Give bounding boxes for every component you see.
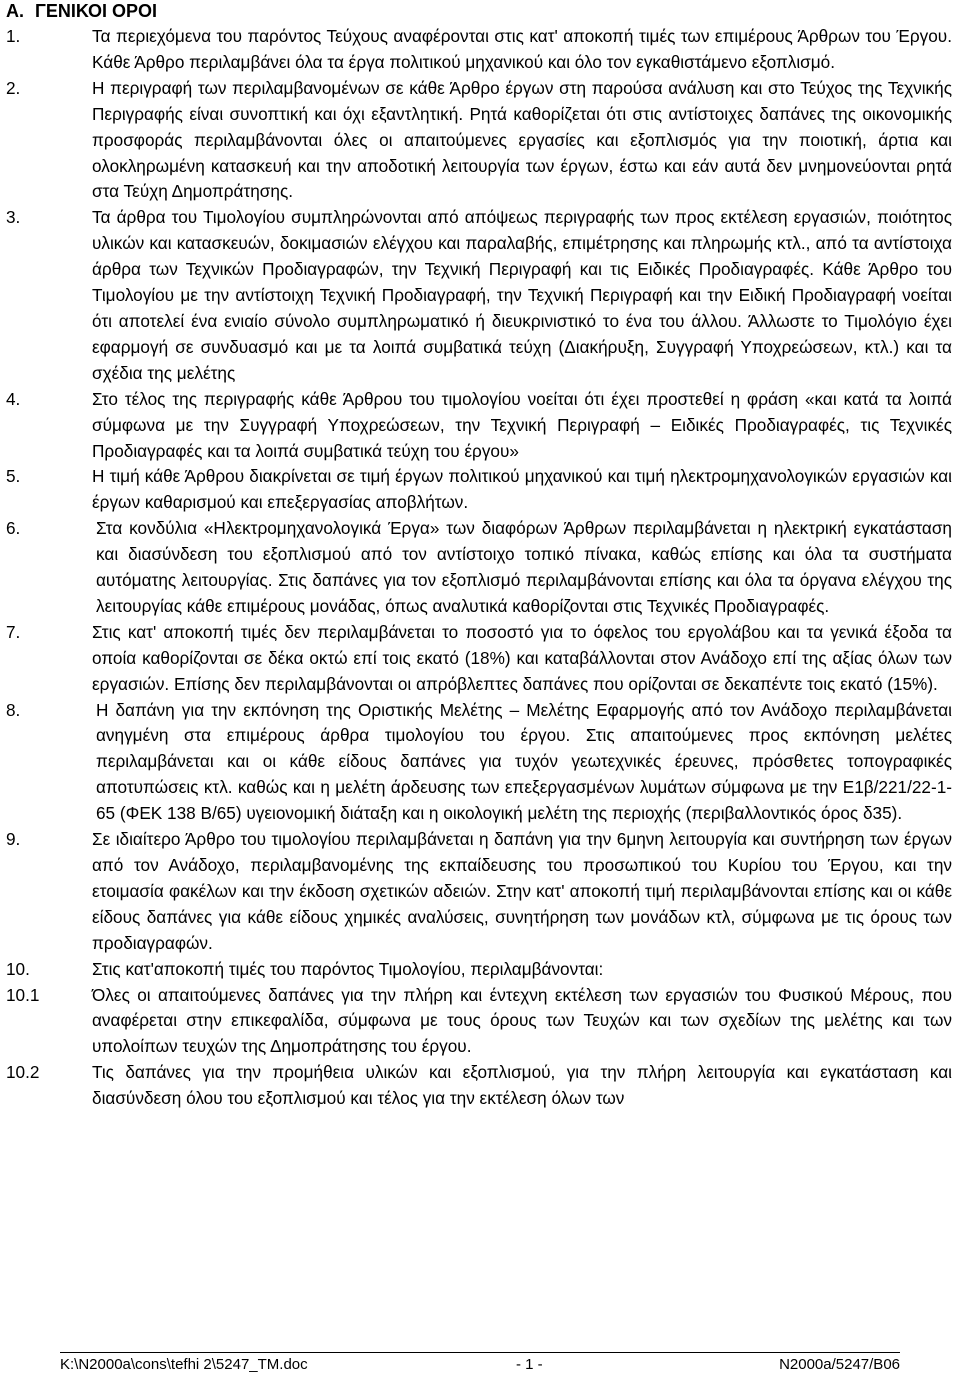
footer-page-number: - 1 - — [516, 1356, 543, 1373]
footer-file-path: K:\N2000a\cons\tefhi 2\5247_TM.doc — [60, 1356, 308, 1373]
list-item — [0, 1060, 960, 1112]
item-text: Η τιμή κάθε Άρθρου διακρίνεται σε τιμή έργων πολιτικού μηχανικού και τιμή ηλεκτρομηχανολογικών εργασιών και έργων καθαρισμού και επεξεργασίας αποβλήτων. — [92, 466, 952, 513]
item-number: 1. — [6, 26, 21, 46]
item-text: Στα κονδύλια «Ηλεκτρομηχανολογικά Έργα» των διαφόρων Άρθρων περιλαμβάνεται η ηλεκτρική εγκατάσταση και διασύνδεση του εξοπλισμού από τον αντίστοιχο τοπικό πίνακα, καθώς επίσης και όλα τα συστήματα αυτόματης λειτουργίας. Στις δαπάνες για τον εξοπλισμό περιλαμβάνονται επίσης και όλα τα όργανα ελέγχου της λειτουργίας κάθε επιμέρους μονάδας, όπως αναλυτικά καθορίζονται στις Τεχνικές Προδιαγραφές. — [96, 518, 952, 616]
list-item — [0, 205, 960, 386]
item-text: Σε ιδιαίτερο Άρθρο του τιμολογίου περιλαμβάνεται η δαπάνη για την 6μηνη λειτουργία και συντήρηση των έργων από τον Ανάδοχο, περιλαμβανομένης της εκπαίδευσης του προσωπικού του Κυρίου του Έργου, και την ετοιμασία φακέλων και την έκδοση σχετικών αδειών. Στην κατ' αποκοπή τιμή περιλαμβάνονται επίσης και οι κάθε είδους δαπάνες για κάθε είδους χημικές αναλύσεις, συνητήρηση των μονάδων κτλ, σύμφωνα με τις όρους των προδιαγραφών. — [92, 829, 952, 953]
item-number: 10.2 — [6, 1062, 40, 1083]
list-item — [0, 76, 960, 206]
item-number: 9. — [6, 829, 21, 850]
section-heading — [6, 0, 157, 22]
list-item — [0, 620, 960, 698]
item-number: 5. — [6, 466, 21, 487]
item-number: 4. — [6, 388, 21, 409]
item-text: Τις δαπάνες για την προμήθεια υλικών και εξοπλισμού, για την πλήρη λειτουργία και εγκατάσταση και διασύνδεση όλου του εξοπλισμού και τέλος για την εκτέλεση όλων των — [92, 1062, 952, 1109]
item-number: 6. — [6, 518, 21, 539]
item-text: Στις κατ'αποκοπή τιμές του παρόντος Τιμολογίου, περιλαμβάνονται: — [92, 958, 604, 979]
item-text: Στις κατ' αποκοπή τιμές δεν περιλαμβάνεται το ποσοστό για το όφελος του εργολάβου και τα γενικά έξοδα τα οποία καθορίζονται σε δέκα οκτώ επί τοις εκατό (18%) και καταβάλλονται στον Ανάδοχο επί της αξίας όλων των εργασιών. Επίσης δεν περιλαμβάνονται οι απρόβλεπτες δαπάνες που ορίζονται σε δεκαπέντε τοις εκατό (15%). — [92, 621, 952, 694]
list-item — [0, 827, 960, 957]
list-item — [0, 698, 960, 828]
list-item — [0, 464, 960, 516]
item-number: 3. — [6, 207, 21, 228]
list-item — [0, 957, 960, 983]
item-number: 2. — [6, 77, 21, 98]
item-text: Όλες οι απαιτούμενες δαπάνες για την πλήρη και έντεχνη εκτέλεση των εργασιών του Φυσικού Μέρους, που αναφέρεται στην επικεφαλίδα, σύμφωνα με τους όρους των Τευχών και των σχεδίων της μελέτης και των υπολοίπων τευχών της Δημοπράτησης του έργου. — [92, 984, 952, 1057]
section-title: ΓΕΝΙΚΟΙ ΟΡΟΙ — [35, 1, 158, 21]
item-number: 8. — [6, 699, 21, 720]
section-number: A. — [6, 1, 24, 21]
list-item — [0, 983, 960, 1061]
item-number: 10.1 — [6, 984, 40, 1005]
item-text: Η δαπάνη για την εκπόνηση της Οριστικής Μελέτης – Μελέτης Εφαρμογής από τον Ανάδοχο περιλαμβάνεται ανηγμένη στα επιμέρους άρθρα τιμολογίου του έργου. Στις απαιτούμενες προς εκπόνηση μελέτες περιλαμβάνεται και οι κάθε είδους δαπάνες για τυχόν γεωτεχνικές έρευνες, πρόσθετες τοπογραφικές αποτυπώσεις κτλ. καθώς και η μελέτη άρδευσης των επεξεργασμένων λυμάτων σύμφωνα με την Ε1β/221/22-1-65 (ΦΕΚ 138 Β/65) υγειονομική διάταξη και η οικολογική μελέτη της περιοχής (περιβαλλοντικός όρος δ35). — [96, 699, 952, 824]
list-item — [0, 516, 960, 620]
list-item — [0, 24, 960, 76]
list-item — [0, 387, 960, 465]
item-text: Η περιγραφή των περιλαμβανομένων σε κάθε Άρθρο έργων στη παρούσα ανάλυση και στο Τεύχος της Τεχνικής Περιγραφής είναι συνοπτική και όχι εξαντλητική. Ρητά καθορίζεται ότι στις αντίστοιχες δαπάνες της οικονομικής προσφοράς περιλαμβάνονται όλες οι απαιτούμενες εργασίες και εξοπλισμός για την ποιοτική, άρτια και ολοκληρωμένη κατασκευή και την αποδοτική λειτουργία των έργων, έστω και εάν αυτά δεν μνημονεύονται ρητά στα Τεύχη Δημοπράτησης. — [92, 77, 952, 202]
page-footer — [60, 1352, 900, 1375]
terms-list — [0, 24, 960, 1112]
footer-document-code: N2000a/5247/B06 — [779, 1356, 900, 1373]
item-number: 10. — [6, 958, 30, 979]
item-number: 7. — [6, 621, 21, 642]
item-text: Στο τέλος της περιγραφής κάθε Άρθρου του τιμολογίου νοείται ότι έχει προστεθεί η φράση «και κατά τα λοιπά σύμφωνα με την Συγγραφή Υποχρεώσεων, την Τεχνική Περιγραφή – Ειδικές Προδιαγραφές, τις Τεχνικές Προδιαγραφές και τα λοιπά συμβατικά τεύχη του έργου» — [92, 388, 952, 461]
item-text: Τα άρθρα του Τιμολογίου συμπληρώνονται από απόψεως περιγραφής των προς εκτέλεση εργασιών, ποιότητος υλικών και κατασκευών, δοκιμασιών ελέγχου και παραλαβής, επιμέτρησης και πληρωμής κτλ., από τα αντίστοιχα άρθρα των Τεχνικών Προδιαγραφών, την Τεχνική Περιγραφή και τις Ειδικές Προδιαγραφές. Κάθε Άρθρο του Τιμολογίου με την αντίστοιχη Τεχνική Προδιαγραφή, την Τεχνική Περιγραφή και την Ειδική Προδιαγραφή νοείται ότι αποτελεί ένα ενιαίο σύνολο συμπληρωματικό ή διευκρινιστικό το ένα του άλλου. Άλλωστε το Τιμολόγιο έχει εφαρμογή σε συνδυασμό και με τα λοιπά συμβατικά τεύχη (Διακήρυξη, Συγγραφή Υποχρεώσεων, κτλ.) και τα σχέδια της μελέτης — [92, 207, 952, 383]
item-text: Τα περιεχόμενα του παρόντος Τεύχους αναφέρονται στις κατ' αποκοπή τιμές των επιμέρους Άρθρων του Έργου. Κάθε Άρθρο περιλαμβάνει όλα τα έργα πολιτικού μηχανικού και όλο τον εγκαθιστάμενο εξοπλισμό. — [92, 26, 952, 72]
